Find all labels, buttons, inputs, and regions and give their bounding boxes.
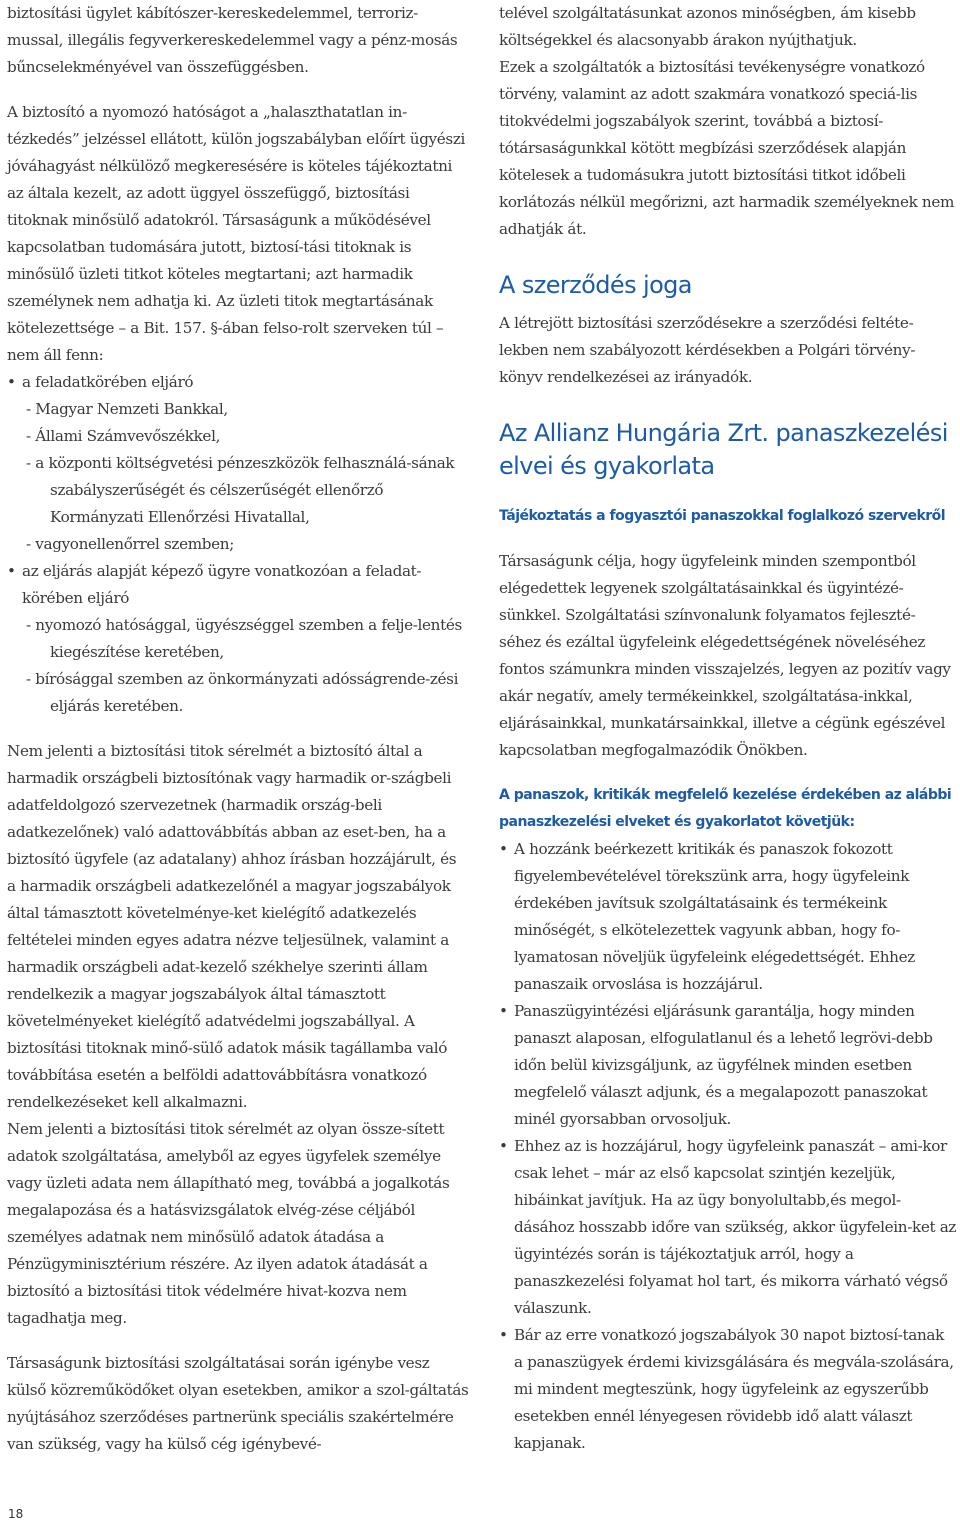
subheading-complaint-principles: A panaszok, kritikák megfelelő kezelése érdekében az alábbi panaszkezelési elveket és gyakorlatot követjük: — [499, 787, 952, 830]
subheading-consumer-bodies: Tájékoztatás a fogyasztói panaszokkal foglalkozó szervekről — [499, 508, 946, 524]
sub-list-item: - vagyonellenőrrel szemben; — [26, 535, 234, 553]
list-item: • Bár az erre vonatkozó jogszabályok 30 napot biztosí-tanak a panaszügyek érdemi kivizsgálására és megvála-szolására, mi mindent megteszünk, hogy ügyfeleink az egyszerűbb esetekben ennél lényegesen rövidebb idő alatt választ kapjanak. — [499, 1322, 957, 1457]
left-paragraph-4: Nem jelenti a biztosítási titok sérelmét az olyan össze-sített adatok szolgáltatása, amelyből az egyes ügyfelek személye vagy üzleti adata nem állapítható meg, továbbá a jogalkotás megalapozása és a hatásvizsgálatok elvég-zése céljából személyes adatnak nem minősülő adatok átadása a Pénzügyminisztérium részére. Az ilyen adatok átadását a biztosító a biztosítási titok védelmére hivat-kozva nem tagadhatja meg. — [7, 1120, 450, 1327]
sub-list-item: - nyomozó hatósággal, ügyészséggel szemben a felje-lentés kiegészítése keretében, — [26, 616, 462, 661]
sub-list — [22, 396, 469, 558]
list-item: • Panaszügyintézési eljárásunk garantálja, hogy minden panaszt alaposan, elfogulatlanul és a lehető legrövi-debb időn belül kivizsgáljunk, az ügyfélnek minden esetben megfelelő választ adjunk, és a megalapozott panaszokat minél gyorsabban orvosoljuk. — [499, 998, 957, 1133]
left-paragraph-2: A biztosító a nyomozó hatóságot a „halaszthatatlan in-tézkedés” jelzéssel ellátott, külön jogszabályban előírt ügyészi jóváhagyást nélkülöző megkeresésére is köteles tájékoztatni az általa kezelt, az adott üggyel összefüggő, biztosítási titoknak minősülő adatokról. Társaságunk a működésével kapcsolatban tudomására jutott, biztosí-tási titoknak is minősülő üzleti titkot köteles megtartani; azt harmadik személynek nem adhatja ki. Az üzleti titok megtartásának kötelezettsége – a Bit. 157. §-ában felso-rolt szerveken túl – nem áll fenn: — [7, 103, 466, 364]
list-item: • Ehhez az is hozzájárul, hogy ügyfeleink panaszát – ami-kor csak lehet – már az első kapcsolat szintjén kezeljük, hibáinkat javítjuk. Ha az ügy bonyolultabb,és megol-dásához hosszabb időre van szükség, akkor ügyfelein-ket az ügyintézés során is tájékoztatjuk arról, hogy a panaszkezelési folyamat hol tart, és mikorra várható végső válaszunk. — [499, 1133, 957, 1322]
right-paragraph-4: Társaságunk célja, hogy ügyfeleink minden szempontból elégedettek legyenek szolgáltatásainkkal és ügyintézé-sünkkel. Szolgáltatási színvonalunk folyamatos fejleszté-séhez és ezáltal ügyfeleink elégedettségének növeléséhez fontos számunkra minden visszajelzés, legyen az pozitív vagy akár negatív, amely termékeinkkel, szolgáltatása-inkkal, eljárásainkkal, munkatársainkkal, illetve a cégünk egészével kapcsolatban megfogalmazódik Önökben. — [499, 552, 951, 759]
left-paragraph-3: Nem jelenti a biztosítási titok sérelmét a biztosító által a harmadik országbeli biztosítónak vagy harmadik or-szágbeli adatfeldolgozó szervezetnek (harmadik ország-beli adatkezelőnek) való adattovábbítás abban az eset-ben, ha a biztosító ügyfele (az adatalany) ahhoz írásban hozzájárult, és a harmadik országbeli adatkezelőnél a magyar jogszabályok által támasztott követelménye-ket kielégítő adatkezelés feltételei minden egyes adatra nézve teljesülnek, valamint a harmadik országbeli adat-kezelő székhelye szerinti állam rendelkezik a magyar jogszabályok által támasztott követelményeket kielégítő adatvédelmi jogszabállyal. A biztosítási titoknak minő-sülő adatok másik tagállamba való továbbítása esetén a belföldi adattovábbításra vonatkozó rendelkezéseket kell alkalmazni. — [7, 742, 457, 1111]
right-column — [499, 0, 957, 1457]
right-paragraph-2: Ezek a szolgáltatók a biztosítási tevékenységre vonatkozó törvény, valamint az adott szakmára vonatkozó speciá-lis titokvédelmi jogszabályok szerint, továbbá a biztosí-tótársaságunkkal kötött megbízási szerződések alapján kötelesek a tudomásukra jutott biztosítási titkot időbeli korlátozás nélkül megőrizni, azt harmadik személyeknek nem adhatják át. — [499, 58, 955, 238]
sub-list-item: - a központi költségvetési pénzeszközök felhasználá-sának szabályszerűségét és célszerűségét ellenőrző Kormányzati Ellenőrzési Hivatallal, — [26, 454, 455, 526]
section-heading-contract-law: A szerződés joga — [499, 271, 692, 299]
page-number: 18 — [8, 1507, 24, 1521]
sub-list-item: - Állami Számvevőszékkel, — [26, 427, 221, 445]
left-paragraph-1: biztosítási ügylet kábítószer-kereskedelemmel, terroriz-mussal, illegális fegyverkereskedelemmel vagy a pénz-mosás bűncselekményével van összefüggésben. — [7, 4, 458, 76]
bullet-text: az eljárás alapját képező ügyre vonatkozóan a feladat-körében eljáró — [22, 562, 422, 607]
left-paragraph-5: Társaságunk biztosítási szolgáltatásai során igénybe vesz külső közreműködőket olyan esetekben, amikor a szol-gáltatás nyújtásához szerződéses partnerünk speciális szakértelmére van szükség, vagy ha külső cég igénybevé- — [7, 1354, 469, 1453]
section-heading-complaint-handling: Az Allianz Hungária Zrt. panaszkezelési elvei és gyakorlata — [499, 419, 948, 480]
right-paragraph-1: telével szolgáltatásunkat azonos minőségben, ám kisebb költségekkel és alacsonyabb árakon nyújthatjuk. — [499, 4, 916, 49]
left-column — [7, 0, 469, 1458]
list-item — [7, 558, 469, 720]
left-bullet-list — [7, 369, 469, 720]
sub-list-item: - Magyar Nemzeti Bankkal, — [26, 400, 228, 418]
list-item — [7, 369, 469, 558]
list-item: • A hozzánk beérkezett kritikák és panaszok fokozott figyelembevételével törekszünk arra, hogy ügyfeleink érdekében javítsuk szolgáltatásaink és termékeink minőségét, s elkötelezettek vagyunk abban, hogy fo-lyamatosan növeljük ügyfeleink elégedettségét. Ehhez panaszaik orvoslása is hozzájárul. — [499, 836, 957, 998]
bullet-text: a feladatkörében eljáró — [22, 373, 194, 391]
right-bullet-list — [499, 836, 957, 1457]
sub-list — [22, 612, 469, 720]
right-paragraph-3: A létrejött biztosítási szerződésekre a szerződési feltéte-lekben nem szabályozott kérdésekben a Polgári törvény-könyv rendelkezései az irányadók. — [499, 314, 916, 386]
sub-list-item: - bírósággal szemben az önkormányzati adósságrende-zési eljárás keretében. — [26, 670, 459, 715]
